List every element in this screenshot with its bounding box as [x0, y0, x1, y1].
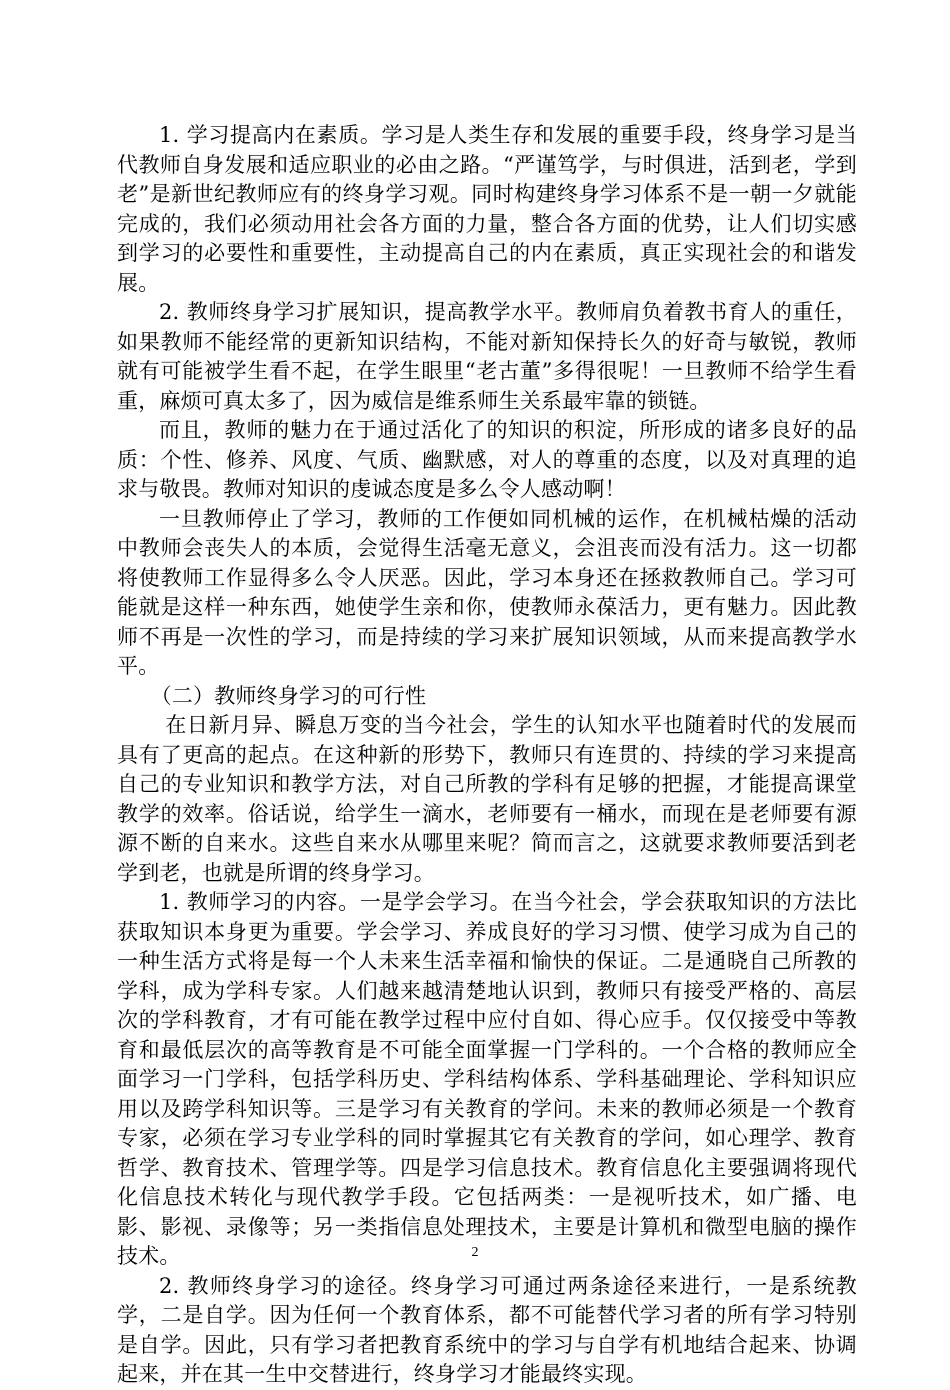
paragraph-expand-knowledge: 2. 教师终身学习扩展知识，提高教学水平。教师肩负着教书育人的重任，如果教师不能经常的更新知识结构，不能对新知保持长久的好奇与敏锐，教师就有可能被学生看不起，在学生眼里“老古董”多得很呢！一旦教师不给学生看重，麻烦可真太多了，因为威信是维系师生关系最牢靠的锁链。	[117, 300, 857, 413]
paragraph-stop-learning: 一旦教师停止了学习，教师的工作便如同机械的运作，在机械枯燥的活动中教师会丧失人的本质，会觉得生活毫无意义，会沮丧而没有活力。这一切都将使教师工作显得多么令人厌恶。因此，学习本身还在拯救教师自己。学习可能就是这样一种东西，她使学生亲和你，使教师永葆活力，更有魅力。因此教师不再是一次性的学习，而是持续的学习来扩展知识领域，从而来提高教学水平。	[117, 506, 857, 678]
page-number: 2	[471, 1245, 479, 1260]
document-body	[117, 121, 857, 1390]
paragraph-learning-approaches: 2. 教师终身学习的途径。终身学习可通过两条途径来进行，一是系统教学，二是自学。因为任何一个教育体系，都不可能替代学习者的所有学习特别是自学。因此，只有学习者把教育系统中的学习与自学有机地结合起来、协调起来，并在其一生中交替进行，终身学习才能最终实现。	[117, 1273, 857, 1386]
paragraph-learning-improves-quality: 1. 学习提高内在素质。学习是人类生存和发展的重要手段，终身学习是当代教师自身发展和适应职业的必由之路。“严谨笃学，与时俱进，活到老，学到老”是新世纪教师应有的终身学习观。同时构建终身学习体系不是一朝一夕就能完成的，我们必须动用社会各方面的力量，整合各方面的优势，让人们切实感到学习的必要性和重要性，主动提高自己的内在素质，真正实现社会的和谐发展。	[117, 123, 857, 295]
section-heading-feasibility: （二）教师终身学习的可行性	[150, 683, 427, 708]
paragraph-modern-society: 在日新月异、瞬息万变的当今社会，学生的认知水平也随着时代的发展而具有了更高的起点。在这种新的形势下，教师只有连贯的、持续的学习来提高自己的专业知识和教学方法，对自己所教的学科有足够的把握，才能提高课堂教学的效率。俗话说，给学生一滴水，老师要有一桶水，而现在是老师要有源源不断的自来水。这些自来水从哪里来呢？简而言之，这就要求教师要活到老学到老，也就是所谓的终身学习。	[117, 713, 857, 885]
paragraph-learning-content: 1. 教师学习的内容。一是学会学习。在当今社会，学会获取知识的方法比获取知识本身更为重要。学会学习、养成良好的学习习惯、使学习成为自己的一种生活方式将是每一个人未来生活幸福和愉快的保证。二是通晓自己所教的学科，成为学科专家。人们越来越清楚地认识到，教师只有接受严格的、高层次的学科教育，才有可能在教学过程中应付自如、得心应手。仅仅接受中等教育和最低层次的高等教育是不可能全面掌握一门学科的。一个合格的教师应全面学习一门学科，包括学科历史、学科结构体系、学科基础理论、学科知识应用以及跨学科知识等。三是学习有关教育的学问。未来的教师必须是一个教育专家，必须在学习专业学科的同时掌握其它有关教育的学问，如心理学、教育哲学、教育技术、管理学等。四是学习信息技术。教育信息化主要强调将现代化信息技术转化与现代教学手段。它包括两类：一是视听技术，如广播、电影、影视、录像等；另一类指信息处理技术，主要是计算机和微型电脑的操作技术。	[117, 890, 857, 1268]
paragraph-teacher-charm: 而且，教师的魅力在于通过活化了的知识的积淀，所形成的诸多良好的品质：个性、修养、风度、气质、幽默感，对人的尊重的态度，以及对真理的追求与敬畏。教师对知识的虔诚态度是多么令人感动啊！	[117, 418, 857, 501]
